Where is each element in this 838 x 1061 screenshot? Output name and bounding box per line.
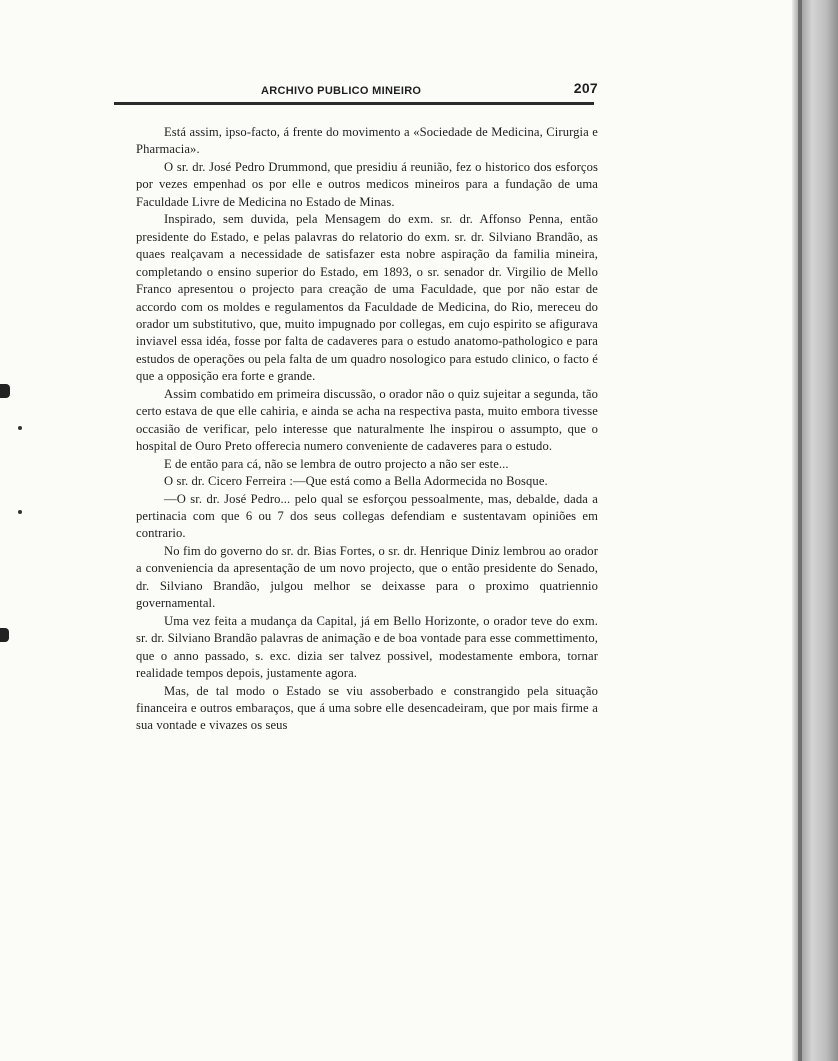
margin-dot bbox=[18, 510, 22, 514]
paragraph: No fim do governo do sr. dr. Bias Fortes, o sr. dr. Henrique Diniz lembrou ao orador a conveniencia da apresentação de um novo projecto, que o então presidente do Senado, dr. Silviano Brandão, julgou melhor se deixasse para o proximo quatriennio governamental. bbox=[136, 543, 598, 611]
page-edge-shadow bbox=[798, 0, 802, 1061]
margin-mark bbox=[0, 384, 10, 398]
book-page bbox=[136, 80, 598, 735]
paragraph: Inspirado, sem duvida, pela Mensagem do exm. sr. dr. Affonso Penna, então presidente do Estado, e pelas palavras do relatorio do exm. sr. dr. Silviano Brandão, as quaes realçavam a necessidade de satisfazer esta nobre aspiração da familia mineira, completando o ensino superior do Estado, em 1893, o sr. senador dr. Virgilio de Mello Franco apresentou o projecto para creação de uma Faculdade, que por não estar de accordo com os moldes e regulamentos da Faculdade de Medicina, do Rio, mereceu do orador um substitutivo, que, muito impugnado por collegas, em cujo espirito se afigurava inviavel essa idéa, fosse por falta de cadaveres para o estudo anatomo-pathologico e para estudos de operações ou pela falta de um quadro nosologico para estudo clinico, o facto é que a opposição era forte e grande. bbox=[136, 212, 598, 384]
running-title: ARCHIVO PUBLICO MINEIRO bbox=[261, 85, 422, 97]
paragraph: O sr. dr. Cicero Ferreira :—Que está como a Bella Adormecida no Bosque. bbox=[164, 474, 548, 489]
paragraph: —O sr. dr. José Pedro... pelo qual se esforçou pessoalmente, mas, debalde, dada a pertinacia com que 6 ou 7 dos seus collegas defendiam e sustentavam opiniões em contrario. bbox=[136, 491, 598, 541]
paragraph: O sr. dr. José Pedro Drummond, que presidiu á reunião, fez o historico dos esforços por vezes empenhad os por elle e outros medicos mineiros para a fundação de uma Faculdade Livre de Medicina no Estado de Minas. bbox=[136, 159, 598, 209]
paragraph: Está assim, ipso-facto, á frente do movimento a «Sociedade de Medicina, Cirurgia e Pharmacia». bbox=[136, 125, 598, 157]
page-body bbox=[136, 124, 598, 735]
running-header bbox=[136, 80, 598, 98]
page-number: 207 bbox=[573, 80, 598, 96]
paragraph: Assim combatido em primeira discussão, o orador não o quiz sujeitar a segunda, tão certo estava de que elle cahiria, e ainda se acha na respectiva pasta, muito embora tivesse occasião de verificar, pelo interesse que naturalmente lhe inspirou o assumpto, que o hospital de Ouro Preto offerecia numero conveniente de cadaveres para o estudo. bbox=[136, 386, 598, 454]
paragraph: E de então para cá, não se lembra de outro projecto a não ser este... bbox=[164, 456, 509, 471]
margin-dot bbox=[18, 426, 22, 430]
margin-mark bbox=[0, 628, 9, 642]
scanned-page-edge bbox=[792, 0, 838, 1061]
paragraph: Uma vez feita a mudança da Capital, já em Bello Horizonte, o orador teve do exm. sr. dr. Silviano Brandão palavras de animação e de boa vontade para esse commettimento, que o anno passado, s. exc. dizia ser talvez possivel, modestamente embora, tornar realidade tempos depois, justamente agora. bbox=[136, 613, 598, 681]
paragraph: Mas, de tal modo o Estado se viu assoberbado e constrangido pela situação financeira e outros embaraços, que á uma sobre elle desencadeiram, que por mais firme a sua vontade e vivazes os seus bbox=[136, 683, 598, 733]
header-rule bbox=[114, 102, 594, 105]
